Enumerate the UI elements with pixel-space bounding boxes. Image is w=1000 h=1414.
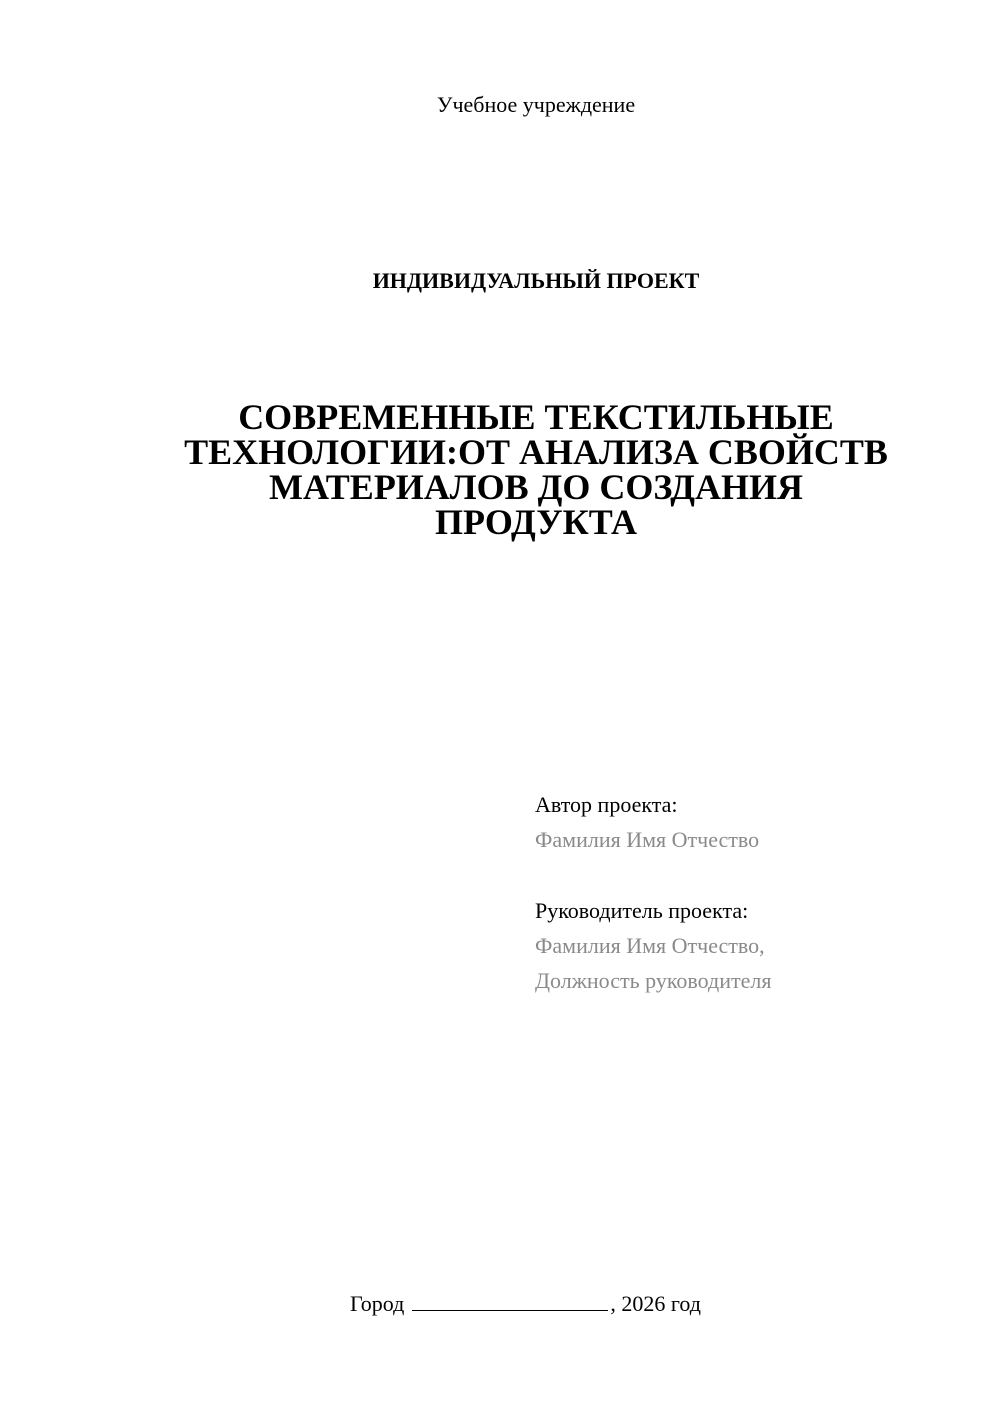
author-label: Автор проекта: [535, 792, 678, 817]
city-label: Город [350, 1291, 405, 1316]
project-type-heading: ИНДИВИДУАЛЬНЫЙ ПРОЕКТ [372, 268, 700, 293]
project-title [140, 397, 932, 542]
project-title-line: СОВРЕМЕННЫЕ ТЕКСТИЛЬНЫЕ [238, 397, 834, 437]
author-name: Фамилия Имя Отчество [535, 827, 760, 852]
project-credits [535, 787, 975, 998]
city-blank-line [412, 1290, 608, 1311]
supervisor-name: Фамилия Имя Отчество, [535, 933, 765, 958]
project-title-line: ТЕХНОЛОГИИ:ОТ АНАЛИЗА СВОЙСТВ [184, 432, 888, 472]
institution-name: Учебное учреждение [436, 92, 636, 117]
year-text: , 2026 год [610, 1291, 701, 1316]
footer-city-year [350, 1289, 701, 1319]
supervisor-label: Руководитель проекта: [535, 898, 749, 923]
project-title-line: ПРОДУКТА [435, 502, 637, 542]
spacer [535, 857, 975, 893]
project-title-line: МАТЕРИАЛОВ ДО СОЗДАНИЯ [268, 467, 803, 507]
supervisor-position: Должность руководителя [535, 968, 772, 993]
